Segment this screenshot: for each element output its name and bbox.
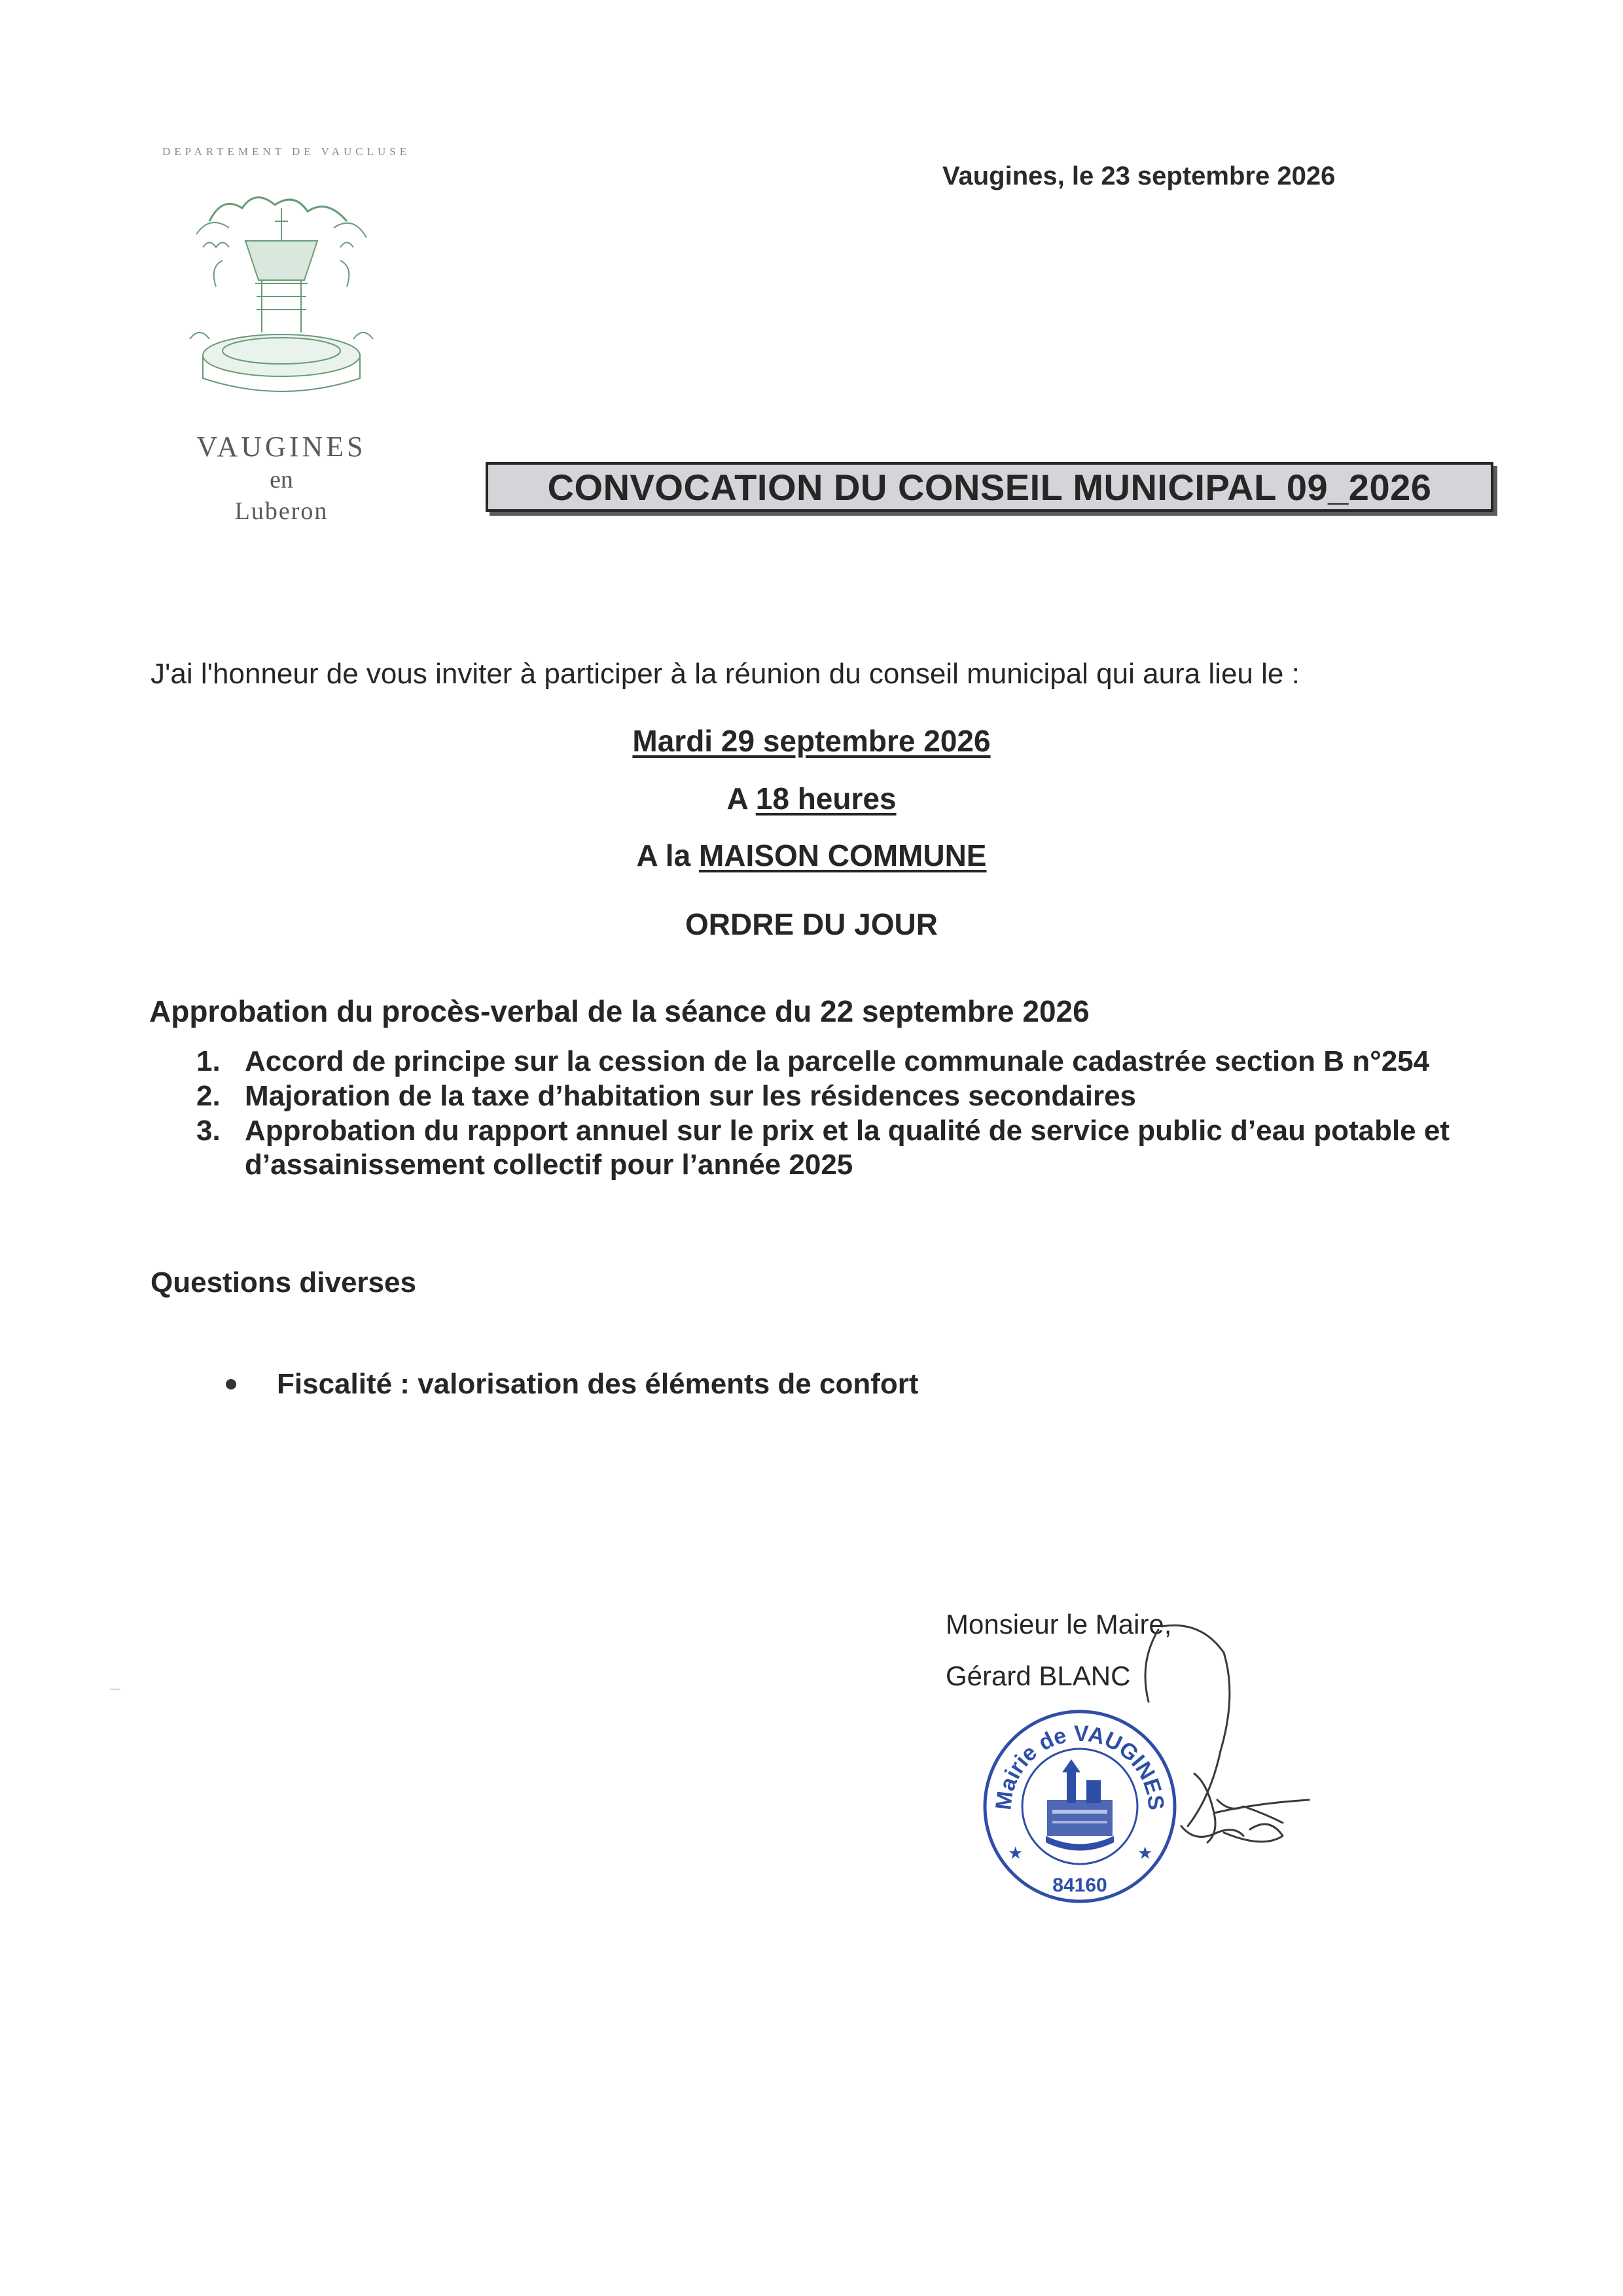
town-name-line2: en (270, 466, 293, 493)
approval-minutes: Approbation du procès-verbal de la séance du 22 septembre 2026 (149, 994, 1090, 1028)
questions-heading: Questions diverses (151, 1266, 416, 1299)
town-hall-stamp (975, 1702, 1185, 1911)
meeting-place-prefix: A la (636, 838, 691, 872)
meeting-date-text: Mardi 29 septembre 2026 (632, 724, 991, 758)
agenda-item-text: Accord de principe sur la cession de la parcelle communale cadastrée section B n°254 (245, 1045, 1430, 1077)
town-fountain-logo (183, 182, 380, 404)
town-name (164, 429, 399, 527)
star-icon: ★ (1008, 1843, 1024, 1863)
question-item (226, 1368, 919, 1401)
convocation-title: CONVOCATION DU CONSEIL MUNICIPAL 09_2026 (547, 466, 1432, 508)
stamp-bottom-text: 84160 (1052, 1874, 1107, 1896)
meeting-time (0, 781, 1623, 816)
agenda-item-number: 1. (196, 1045, 221, 1077)
invitation-text: J'ai l'honneur de vous inviter à participer à la réunion du conseil municipal qui aura lieu le : (151, 658, 1300, 690)
convocation-title-box (486, 462, 1493, 512)
agenda-item-text: Approbation du rapport annuel sur le prix et la qualité de service public d’eau potable et d’assainissement collectif pour l’année 2025 (245, 1114, 1450, 1181)
question-item-text: Fiscalité : valorisation des éléments de confort (277, 1368, 919, 1400)
meeting-date (0, 723, 1623, 759)
meeting-place-text: MAISON COMMUNE (698, 838, 987, 872)
meeting-place (0, 838, 1623, 873)
signatory-name: Gérard BLANC (946, 1660, 1131, 1691)
town-name-line1: VAUGINES (196, 431, 366, 463)
agenda-item-number: 3. (196, 1114, 221, 1147)
date-line: Vaugines, le 23 septembre 2026 (942, 162, 1336, 190)
agenda-heading: ORDRE DU JOUR (685, 907, 938, 941)
meeting-time-prefix: A (726, 781, 747, 816)
agenda-item (196, 1114, 1538, 1183)
stamp-emblem-icon (1046, 1759, 1114, 1851)
agenda-list (196, 1045, 1538, 1183)
agenda-item (196, 1045, 1538, 1079)
star-icon: ★ (1137, 1843, 1153, 1863)
meeting-time-text: 18 heures (755, 781, 897, 816)
agenda-item-number: 2. (196, 1079, 221, 1112)
margin-mark (110, 1689, 120, 1690)
stamp-top-text: Mairie de VAUGINES (991, 1721, 1169, 1812)
agenda-item-text: Majoration de la taxe d’habitation sur les résidences secondaires (245, 1079, 1137, 1112)
town-name-line3: Luberon (234, 497, 329, 525)
agenda-item (196, 1079, 1538, 1114)
bullet-icon (226, 1379, 236, 1390)
signatory-title: Monsieur le Maire, (946, 1609, 1172, 1640)
department-header: DEPARTEMENT DE VAUCLUSE (162, 145, 411, 158)
